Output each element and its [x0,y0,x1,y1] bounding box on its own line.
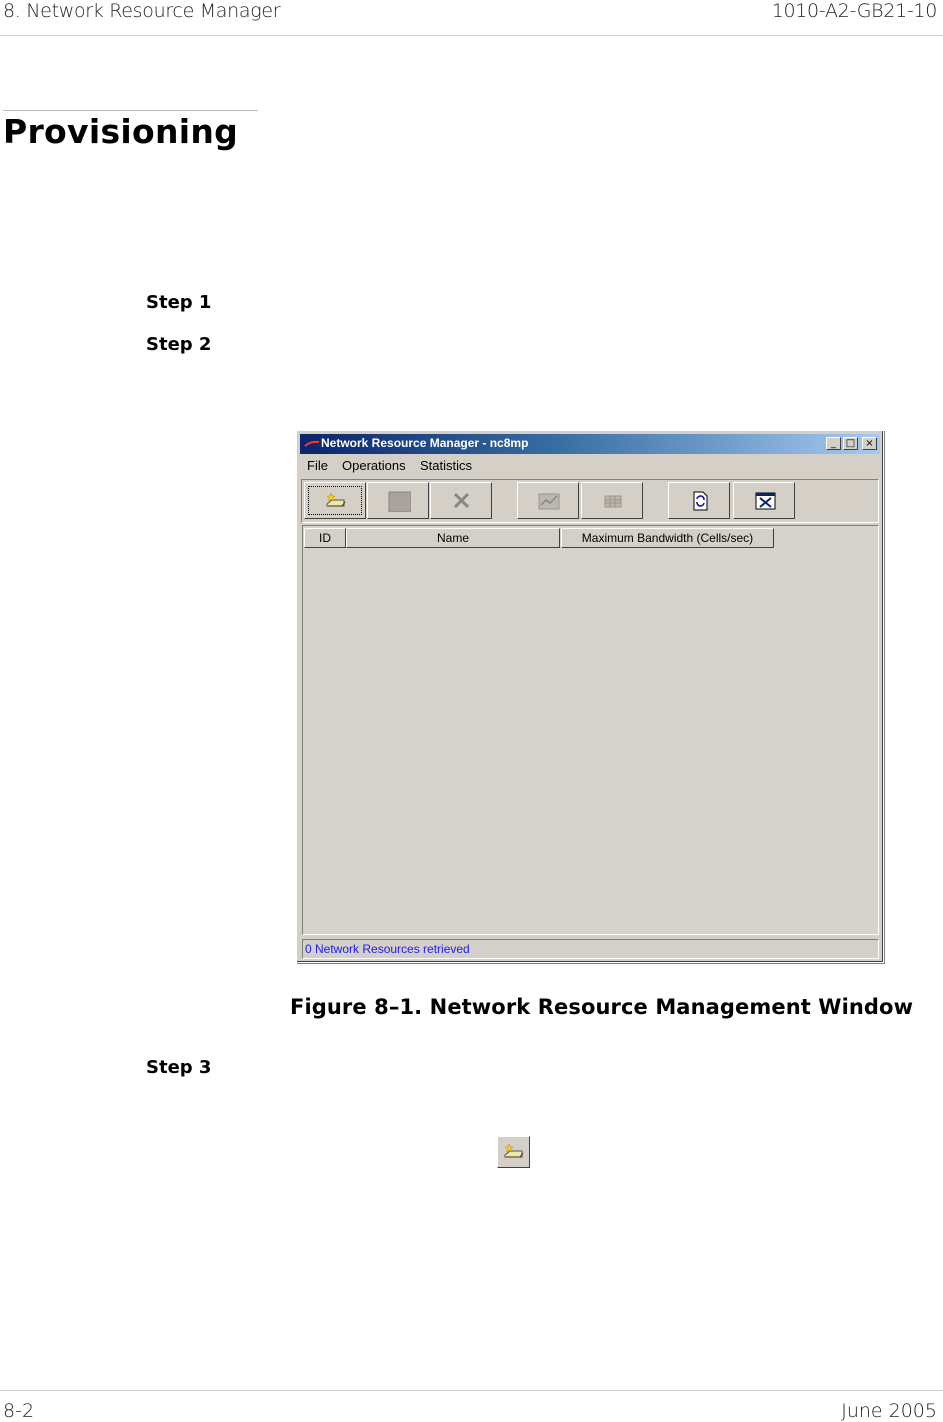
figure-caption: Figure 8–1. Network Resource Management Window [290,995,914,1019]
step-3-label: Step 3 [146,1057,212,1078]
inline-add-button-illustration [497,1136,530,1168]
column-header-id[interactable]: ID [304,528,346,548]
menu-file[interactable]: File [307,458,328,473]
toolbar [301,479,879,523]
section-title: Provisioning [3,112,239,151]
section-rule [3,110,258,111]
add-icon [502,1141,526,1163]
header-rule [0,35,943,36]
menu-operations[interactable]: Operations [342,458,406,473]
refresh-icon [688,490,712,512]
table-icon [601,490,625,512]
resource-table[interactable] [302,525,879,935]
statistics-chart-button[interactable] [517,482,579,519]
maximize-button[interactable]: □ [843,437,858,450]
delete-button[interactable] [430,482,492,519]
window-titlebar[interactable] [300,434,880,454]
close-button[interactable]: × [862,437,877,450]
statistics-table-button[interactable] [581,482,643,519]
exit-button[interactable] [733,482,795,519]
refresh-button[interactable] [668,482,730,519]
app-logo-icon [304,440,320,448]
chart-icon [537,490,561,512]
add-resource-button[interactable] [304,482,366,519]
column-header-max-bandwidth[interactable]: Maximum Bandwidth (Cells/sec) [561,528,774,548]
running-header-chapter: 8. Network Resource Manager [3,0,281,22]
step-2-label: Step 2 [146,334,212,355]
minimize-button[interactable]: _ [826,437,841,450]
step-1-label: Step 1 [146,292,212,313]
footer-date: June 2005 [841,1400,937,1422]
menu-bar [300,456,880,476]
column-header-name[interactable]: Name [346,528,560,548]
properties-icon [387,490,411,512]
menu-statistics[interactable]: Statistics [420,458,473,473]
footer-rule [0,1390,943,1391]
network-resource-manager-window [296,430,884,963]
delete-icon [450,490,474,512]
properties-button[interactable] [367,482,429,519]
close-window-icon [753,490,777,512]
status-bar: 0 Network Resources retrieved [302,939,879,959]
add-icon [324,490,348,512]
page-number: 8-2 [3,1400,35,1422]
running-header-doc-number: 1010-A2-GB21-10 [771,0,937,22]
window-title: Network Resource Manager - nc8mp [321,436,529,450]
